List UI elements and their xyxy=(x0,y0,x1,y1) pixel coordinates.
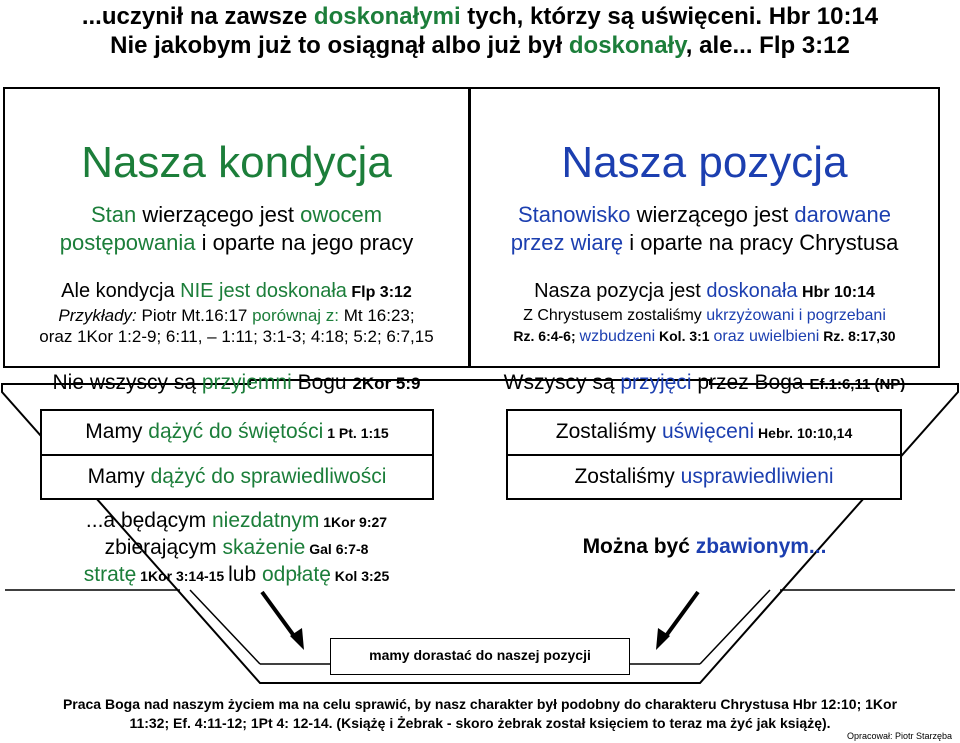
right-saved: Można być zbawionym... xyxy=(582,535,827,558)
left-accept: Nie wszyscy są przyjemni Bogu 2Kor 5:9 xyxy=(52,371,421,394)
condition-desc: Stan wierzącego jest owocem postępowania i oparte na jego pracy xyxy=(59,202,414,255)
right-holiness: Zostaliśmy uświęceni Hebr. 10:10,14 xyxy=(555,420,853,443)
right-righteousness: Zostaliśmy usprawiedliwieni xyxy=(574,465,834,488)
header-line-1: ...uczynił na zawsze doskonałymi tych, którzy są uświęceni. Hbr 10:14 xyxy=(81,3,879,30)
right-accept: Wszyscy są przyjęci przez Boga Ef.1:6,11 (NP) xyxy=(503,371,906,394)
credit: Opracował: Piotr Starzęba xyxy=(846,731,952,741)
condition-examples: Przykłady: Piotr Mt.16:17 porównaj z: Mt 16:23; oraz 1Kor 1:2-9; 6:11, – 1:11; 3:1-3; 4:18; 5:2; 6:7,15 xyxy=(39,306,434,346)
position-title: Nasza pozycja xyxy=(561,138,848,187)
left-righteousness: Mamy dążyć do sprawiedliwości xyxy=(87,465,387,488)
left-consequences: ...a będącym niezdatnym 1Kor 9:27 zbierającym skażenie Gal 6:7-8 stratę 1Kor 3:14-15 lub odpłatę Kol 3:25 xyxy=(83,509,390,586)
condition-title: Nasza kondycja xyxy=(81,138,392,187)
left-holiness: Mamy dążyć do świętości 1 Pt. 1:15 xyxy=(85,420,389,443)
position-perfect: Nasza pozycja jest doskonała Hbr 10:14 xyxy=(534,280,875,302)
footer-text: Praca Boga nad naszym życiem ma na celu sprawić, by nasz charakter był podobny do charakteru Chrystusa Hbr 12:10; 1Kor 11:32; Ef. 4:11-12; 1Pt 4: 12-14. (Książę i Żebrak - skoro żebrak został księciem to teraz ma żyć jak książę). xyxy=(62,696,898,731)
condition-not-perfect: Ale kondycja NIE jest doskonała Flp 3:12 xyxy=(61,280,412,302)
header-line-2: Nie jakobym już to osiągnął albo już był doskonały, ale... Flp 3:12 xyxy=(110,32,850,59)
position-examples: Z Chrystusem zostaliśmy ukrzyżowani i pogrzebani Rz. 6:4-6; wzbudzeni Kol. 3:1 oraz uwielbieni Rz. 8:17,30 xyxy=(513,307,896,345)
grow-label: mamy dorastać do naszej pozycji xyxy=(369,647,591,663)
position-desc: Stanowisko wierzącego jest darowane przez wiarę i oparte na pracy Chrystusa xyxy=(510,202,899,255)
